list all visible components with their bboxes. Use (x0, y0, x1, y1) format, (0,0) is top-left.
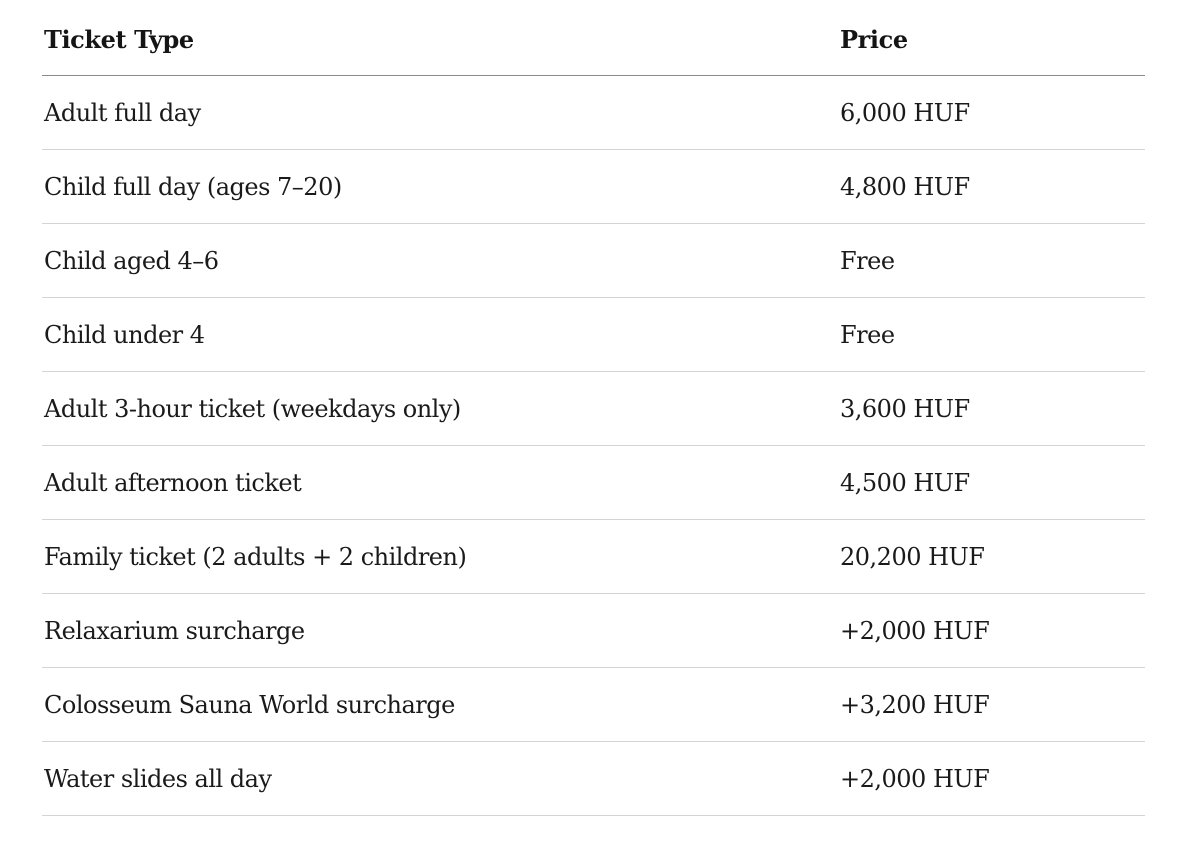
price-cell: +2,000 HUF (838, 742, 1145, 816)
table-row (42, 224, 1145, 298)
price-cell: +2,000 HUF (838, 594, 1145, 668)
ticket-type-cell: Adult 3-hour ticket (weekdays only) (42, 372, 838, 446)
table-row (42, 742, 1145, 816)
ticket-type-cell: Adult afternoon ticket (42, 446, 838, 520)
header-row (42, 3, 1145, 76)
table-row (42, 594, 1145, 668)
ticket-type-cell: Water slides all day (42, 742, 838, 816)
table-row (42, 76, 1145, 150)
ticket-type-cell: Child under 4 (42, 298, 838, 372)
ticket-type-cell: Child full day (ages 7–20) (42, 150, 838, 224)
price-cell: 20,200 HUF (838, 520, 1145, 594)
table-row (42, 520, 1145, 594)
price-cell: 4,800 HUF (838, 150, 1145, 224)
price-cell: Free (838, 298, 1145, 372)
table-body (42, 76, 1145, 816)
ticket-type-cell: Relaxarium surcharge (42, 594, 838, 668)
ticket-type-cell: Family ticket (2 adults + 2 children) (42, 520, 838, 594)
header-price: Price (838, 3, 1145, 76)
price-cell: 6,000 HUF (838, 76, 1145, 150)
ticket-type-cell: Colosseum Sauna World surcharge (42, 668, 838, 742)
price-cell: +3,200 HUF (838, 668, 1145, 742)
table-row (42, 668, 1145, 742)
table-row (42, 446, 1145, 520)
ticket-type-cell: Child aged 4–6 (42, 224, 838, 298)
table-row (42, 298, 1145, 372)
table-header (42, 3, 1145, 76)
price-cell: 3,600 HUF (838, 372, 1145, 446)
table-row (42, 150, 1145, 224)
header-ticket-type: Ticket Type (42, 3, 838, 76)
price-cell: Free (838, 224, 1145, 298)
ticket-price-table (42, 3, 1145, 816)
table-row (42, 372, 1145, 446)
price-cell: 4,500 HUF (838, 446, 1145, 520)
ticket-type-cell: Adult full day (42, 76, 838, 150)
